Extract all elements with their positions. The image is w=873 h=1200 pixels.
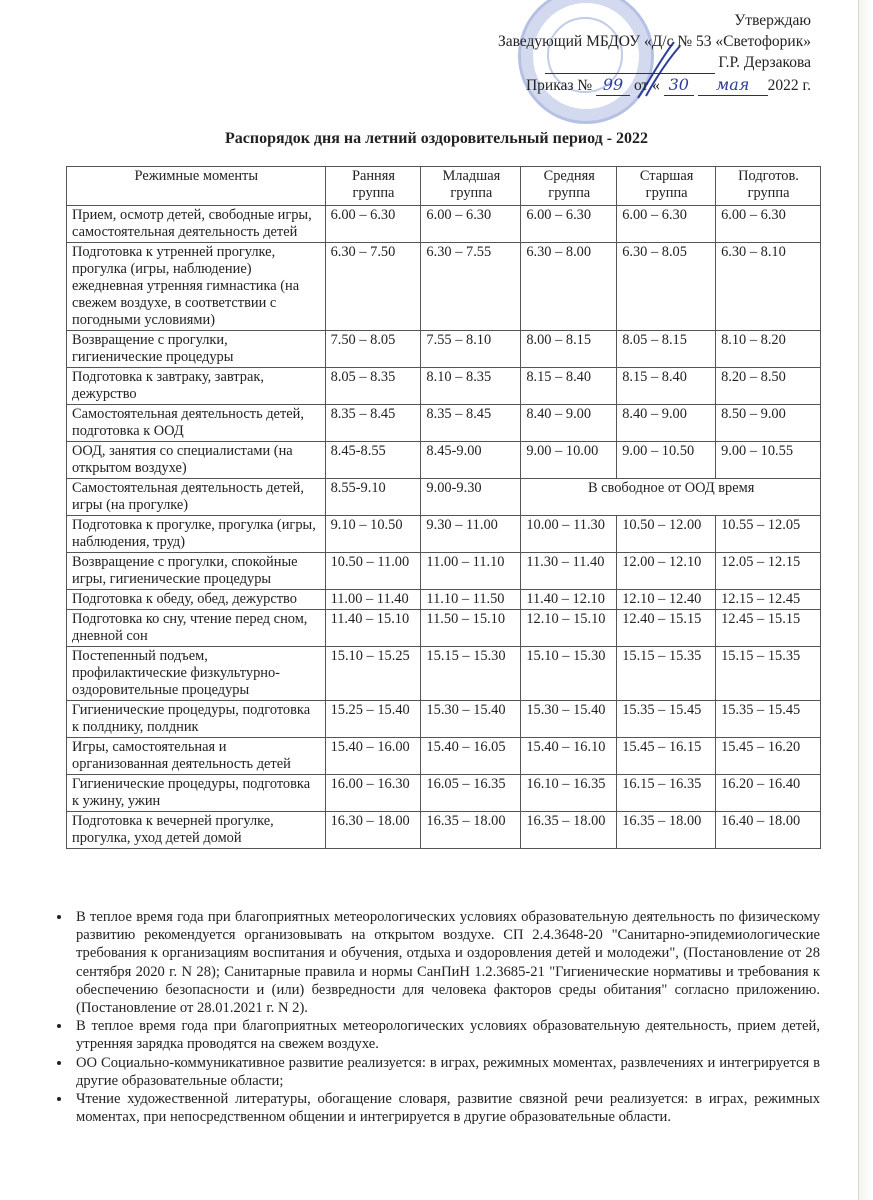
time-cell: 16.00 – 16.30 [325,775,421,812]
time-cell: 15.25 – 15.40 [325,701,421,738]
signature-underline [545,52,715,74]
time-cell: 12.40 – 15.15 [617,610,716,647]
time-cell: 12.10 – 15.10 [521,610,617,647]
time-cell: 16.15 – 16.35 [617,775,716,812]
activity-cell: Самостоятельная деятельность детей, игры (на прогулке) [67,479,326,516]
time-cell: 8.45-8.55 [325,442,421,479]
header-activity: Режимные моменты [67,167,326,206]
time-cell: 8.15 – 8.40 [521,368,617,405]
note-item: • ОО Социально-коммуникативное развитие реализуется: в играх, режимных моментах, развлечениях и интегрируется в другие образовательные области; [72,1054,820,1090]
time-cell: 9.10 – 10.50 [325,516,421,553]
header-group: Ранняя группа [325,167,421,206]
activity-cell: Подготовка к вечерней прогулке, прогулка, уход детей домой [67,812,326,849]
time-cell: 12.05 – 12.15 [716,553,821,590]
time-cell: 10.00 – 11.30 [521,516,617,553]
header-group: Старшая группа [617,167,716,206]
time-cell: 9.00 – 10.55 [716,442,821,479]
time-cell: 16.20 – 16.40 [716,775,821,812]
table-row [67,610,821,647]
table-row [67,812,821,849]
activity-cell: Прием, осмотр детей, свободные игры, самостоятельная деятельность детей [67,206,326,243]
table-row [67,405,821,442]
time-cell: 15.15 – 15.35 [617,647,716,701]
activity-cell: Подготовка к обеду, обед, дежурство [67,590,326,610]
header-group: Младшая группа [421,167,521,206]
activity-cell: Подготовка ко сну, чтение перед сном, дневной сон [67,610,326,647]
time-cell: 16.35 – 18.00 [617,812,716,849]
time-cell: 8.10 – 8.35 [421,368,521,405]
table-row [67,590,821,610]
table-row [67,701,821,738]
time-cell: 15.30 – 15.40 [521,701,617,738]
time-cell: 15.45 – 16.20 [716,738,821,775]
table-row [67,516,821,553]
time-cell: 12.00 – 12.10 [617,553,716,590]
activity-cell: Гигиенические процедуры, подготовка к ужину, ужин [67,775,326,812]
time-cell: 9.30 – 11.00 [421,516,521,553]
time-cell: 6.00 – 6.30 [716,206,821,243]
time-cell: 9.00-9.30 [421,479,521,516]
approval-order [498,74,811,96]
time-cell: 15.45 – 16.15 [617,738,716,775]
time-cell: 6.00 – 6.30 [521,206,617,243]
time-cell: 8.35 – 8.45 [421,405,521,442]
time-cell: 8.40 – 9.00 [617,405,716,442]
note-item: • В теплое время года при благоприятных метеорологических условиях образовательную деятельность по физическому развитию рекомендуется организовывать на открытом воздухе. СП 2.4.3648-20 "Санитарно-эпидемиологические требования к организациям воспитания и обучения, отдыха и оздоровления детей и молодежи", (Постановление от 28 сентября 2020 г. N 28); Санитарные правила и нормы СанПиН 1.2.3685-21 "Гигиенические нормативы и требования к обеспечению безопасности и (или) безвредности для человека факторов среды обитания" согласно приложению. (Постановление от 28.01.2021 г. N 2). [72,908,820,1017]
table-row [67,442,821,479]
activity-cell: Подготовка к завтраку, завтрак, дежурство [67,368,326,405]
order-from: от « [633,77,660,94]
time-cell: 16.40 – 18.00 [716,812,821,849]
time-cell: 8.20 – 8.50 [716,368,821,405]
time-cell: 16.30 – 18.00 [325,812,421,849]
time-cell: 15.30 – 15.40 [421,701,521,738]
table-row [67,479,821,516]
time-cell: 11.10 – 11.50 [421,590,521,610]
time-cell: 15.35 – 15.45 [716,701,821,738]
table-header-row [67,167,821,206]
time-cell: 15.40 – 16.00 [325,738,421,775]
time-cell: 8.00 – 8.15 [521,331,617,368]
time-cell: 11.00 – 11.40 [325,590,421,610]
time-cell: 6.00 – 6.30 [325,206,421,243]
time-cell: 6.30 – 8.00 [521,243,617,331]
time-cell: 10.50 – 11.00 [325,553,421,590]
time-cell: 9.00 – 10.50 [617,442,716,479]
time-cell: 15.15 – 15.35 [716,647,821,701]
time-cell: 10.55 – 12.05 [716,516,821,553]
time-cell: 11.00 – 11.10 [421,553,521,590]
table-row [67,775,821,812]
notes-section [40,908,820,1126]
table-body [67,206,821,849]
time-cell: 6.00 – 6.30 [617,206,716,243]
daily-schedule-table [66,166,821,849]
activity-cell: Подготовка к прогулке, прогулка (игры, наблюдения, труд) [67,516,326,553]
table-row [67,553,821,590]
time-cell: 8.35 – 8.45 [325,405,421,442]
order-prefix: Приказ № [525,77,593,94]
time-cell: 8.05 – 8.15 [617,331,716,368]
order-month: мая [698,74,768,96]
time-cell: 7.50 – 8.05 [325,331,421,368]
approval-signature-line [498,52,811,74]
table-row [67,738,821,775]
order-year: 2022 г. [767,77,811,94]
activity-cell: Возвращение с прогулки, спокойные игры, гигиенические процедуры [67,553,326,590]
approval-name: Г.Р. Дерзакова [718,54,811,71]
header-group: Средняя группа [521,167,617,206]
merged-time-cell: В свободное от ООД время [521,479,821,516]
page-edge-shadow [858,0,873,1200]
table-row [67,331,821,368]
note-item: • Чтение художественной литературы, обогащение словаря, развитие связной речи реализуется: в играх, режимных моментах, при непосредственном общении и интегрируется в другие образовательные области. [72,1090,820,1126]
table-row [67,206,821,243]
order-day: 30 [664,74,694,96]
time-cell: 6.30 – 8.10 [716,243,821,331]
time-cell: 15.40 – 16.10 [521,738,617,775]
time-cell: 8.45-9.00 [421,442,521,479]
approval-head: Заведующий МБДОУ «Д/с № 53 «Светофорик» [497,33,811,50]
time-cell: 8.40 – 9.00 [521,405,617,442]
time-cell: 12.15 – 12.45 [716,590,821,610]
activity-cell: Подготовка к утренней прогулке, прогулка (игры, наблюдение) ежедневная утренняя гимнастика (на свежем воздухе, в соответствии с погодными условиями) [67,243,326,331]
activity-cell: Игры, самостоятельная и организованная деятельность детей [67,738,326,775]
time-cell: 15.40 – 16.05 [421,738,521,775]
time-cell: 16.35 – 18.00 [421,812,521,849]
time-cell: 12.45 – 15.15 [716,610,821,647]
time-cell: 15.35 – 15.45 [617,701,716,738]
time-cell: 15.10 – 15.30 [521,647,617,701]
order-number: 99 [596,74,630,96]
activity-cell: Возвращение с прогулки, гигиенические процедуры [67,331,326,368]
time-cell: 16.05 – 16.35 [421,775,521,812]
approval-label: Утверждаю [734,12,811,29]
approval-block [498,10,811,96]
time-cell: 6.00 – 6.30 [421,206,521,243]
time-cell: 8.55-9.10 [325,479,421,516]
time-cell: 16.35 – 18.00 [521,812,617,849]
note-item: • В теплое время года при благоприятных метеорологических условиях образовательную деятельность, прием детей, утренняя зарядка проводятся на свежем воздухе. [72,1017,820,1053]
activity-cell: ООД, занятия со специалистами (на открытом воздухе) [67,442,326,479]
time-cell: 8.10 – 8.20 [716,331,821,368]
time-cell: 12.10 – 12.40 [617,590,716,610]
activity-cell: Самостоятельная деятельность детей, подготовка к ООД [67,405,326,442]
time-cell: 11.50 – 15.10 [421,610,521,647]
time-cell: 16.10 – 16.35 [521,775,617,812]
time-cell: 7.55 – 8.10 [421,331,521,368]
time-cell: 8.50 – 9.00 [716,405,821,442]
header-group: Подготов. группа [716,167,821,206]
time-cell: 10.50 – 12.00 [617,516,716,553]
table-row [67,368,821,405]
time-cell: 9.00 – 10.00 [521,442,617,479]
table-row [67,647,821,701]
time-cell: 8.05 – 8.35 [325,368,421,405]
time-cell: 6.30 – 7.50 [325,243,421,331]
time-cell: 11.30 – 11.40 [521,553,617,590]
table-row [67,243,821,331]
time-cell: 6.30 – 7.55 [421,243,521,331]
notes-list [40,908,820,1126]
time-cell: 11.40 – 15.10 [325,610,421,647]
activity-cell: Постепенный подъем, профилактические физкультурно-оздоровительные процедуры [67,647,326,701]
time-cell: 11.40 – 12.10 [521,590,617,610]
time-cell: 15.10 – 15.25 [325,647,421,701]
activity-cell: Гигиенические процедуры, подготовка к полднику, полдник [67,701,326,738]
time-cell: 15.15 – 15.30 [421,647,521,701]
time-cell: 6.30 – 8.05 [617,243,716,331]
time-cell: 8.15 – 8.40 [617,368,716,405]
document-title: Распорядок дня на летний оздоровительный период - 2022 [224,130,649,147]
